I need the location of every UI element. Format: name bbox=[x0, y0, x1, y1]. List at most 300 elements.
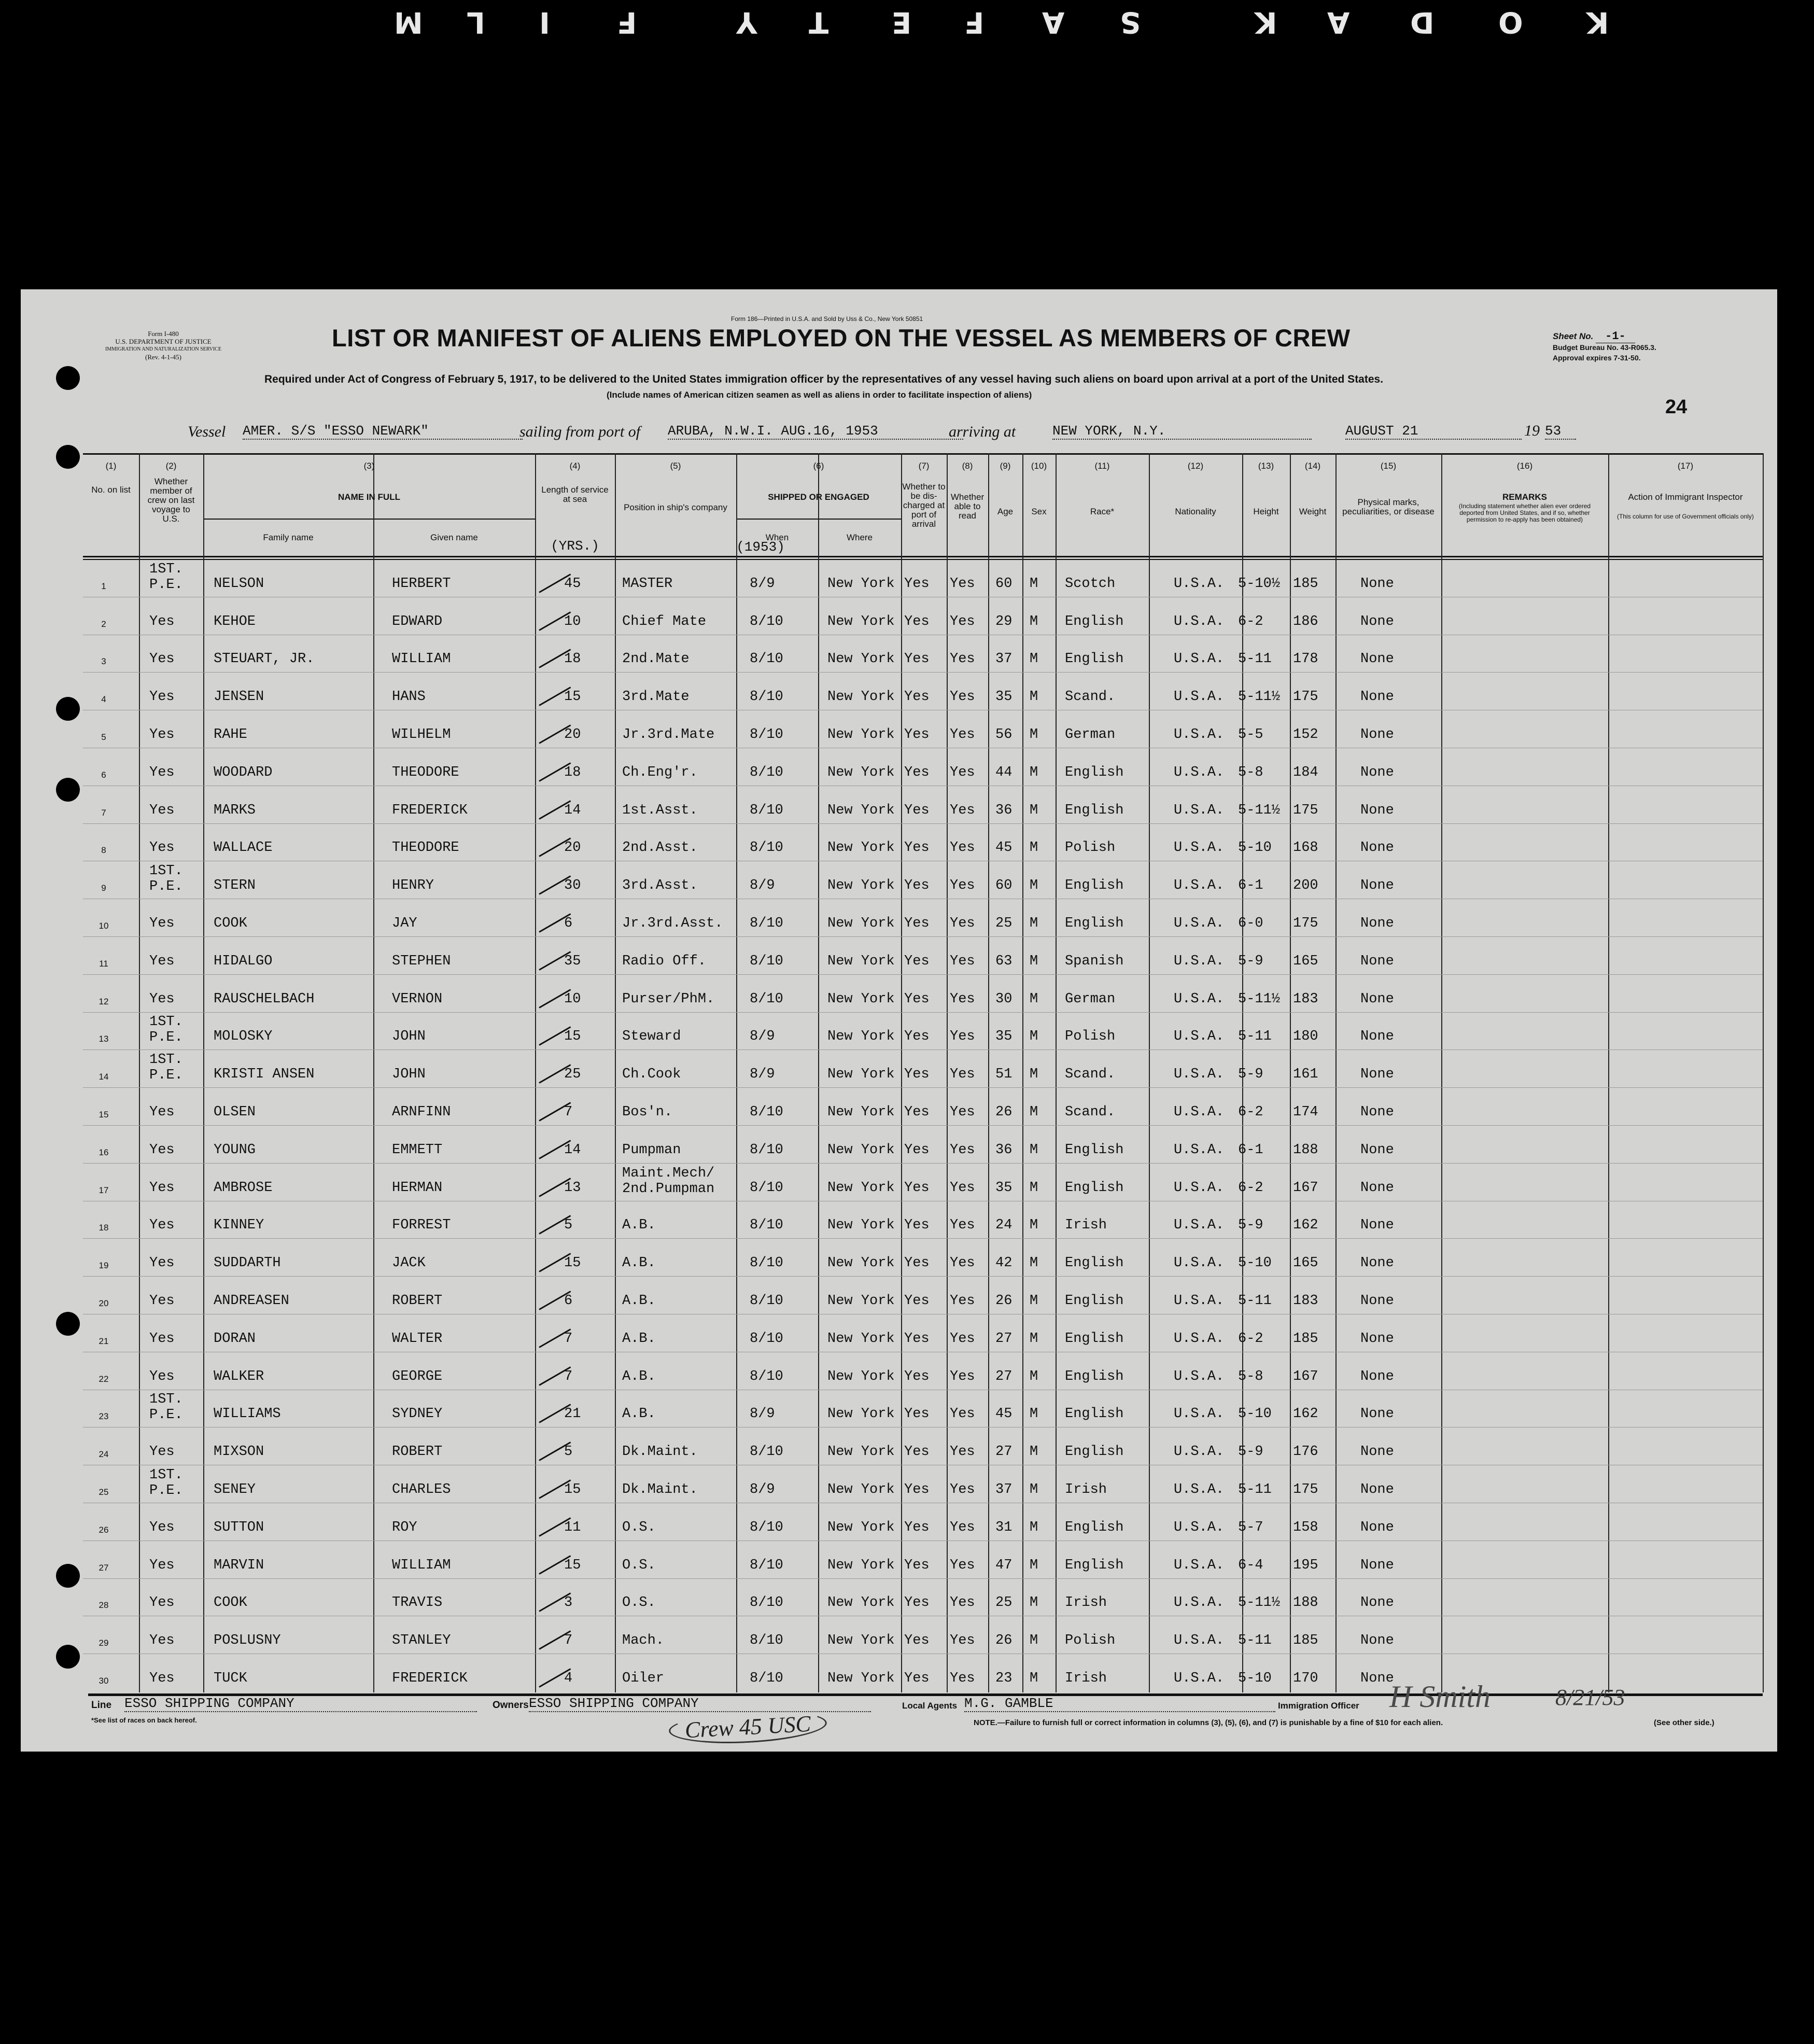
discharged: Yes bbox=[904, 651, 930, 667]
film-edge-letter: F bbox=[617, 5, 637, 39]
race: Scand. bbox=[1065, 1067, 1116, 1083]
discharged: Yes bbox=[904, 1671, 930, 1686]
discharged: Yes bbox=[904, 576, 930, 592]
discharged: Yes bbox=[904, 1519, 930, 1535]
shipped-when: 8/10 bbox=[750, 916, 783, 931]
sex: M bbox=[1030, 1482, 1038, 1497]
race: English bbox=[1065, 1444, 1124, 1460]
crew-last-voyage: Yes bbox=[149, 1180, 175, 1196]
shipped-where: New York bbox=[827, 916, 895, 931]
given-name: STEPHEN bbox=[392, 953, 451, 969]
shipped-when: 8/10 bbox=[750, 1633, 783, 1649]
nationality: U.S.A. bbox=[1174, 878, 1225, 894]
length-of-service: 10 bbox=[564, 613, 581, 629]
header-shipped-or-engaged: SHIPPED OR ENGAGED bbox=[768, 492, 869, 502]
weight: 188 bbox=[1293, 1595, 1318, 1611]
crew-last-voyage: Yes bbox=[149, 991, 175, 1007]
sex: M bbox=[1030, 1671, 1038, 1686]
family-name: HIDALGO bbox=[214, 953, 273, 969]
sex: M bbox=[1030, 1368, 1038, 1384]
able-to-read: Yes bbox=[950, 651, 975, 667]
family-name: SENEY bbox=[214, 1482, 256, 1497]
shipped-where: New York bbox=[827, 727, 895, 743]
able-to-read: Yes bbox=[950, 991, 975, 1007]
shipped-when: 8/10 bbox=[750, 802, 783, 818]
header-physical-marks: Physical marks, peculiarities, or disease bbox=[1342, 497, 1435, 516]
given-name: HANS bbox=[392, 689, 426, 705]
header-sex: Sex bbox=[1031, 507, 1047, 516]
nationality: U.S.A. bbox=[1174, 613, 1225, 629]
weight: 184 bbox=[1293, 764, 1318, 780]
rule-line bbox=[83, 1578, 1763, 1579]
year-prefix: 19 bbox=[1524, 422, 1540, 439]
given-name: EMMETT bbox=[392, 1142, 443, 1158]
film-edge-letter: L bbox=[467, 5, 485, 39]
able-to-read: Yes bbox=[950, 613, 975, 629]
weight: 167 bbox=[1293, 1180, 1318, 1196]
rule-line bbox=[83, 672, 1763, 673]
crew-last-voyage: Yes bbox=[149, 689, 175, 705]
position: Radio Off. bbox=[622, 953, 707, 969]
header-length-of-service: Length of service at sea bbox=[541, 485, 609, 504]
shipped-where: New York bbox=[827, 1217, 895, 1234]
rule-line bbox=[203, 519, 535, 520]
header-inspector-note: (This column for use of Government officials only) bbox=[1617, 513, 1754, 520]
column-rule bbox=[1056, 453, 1057, 1692]
family-name: KEHOE bbox=[214, 613, 256, 629]
row-number: 25 bbox=[99, 1487, 109, 1497]
discharged: Yes bbox=[904, 1142, 930, 1158]
physical-marks: None bbox=[1360, 878, 1394, 894]
age: 35 bbox=[995, 1180, 1013, 1196]
position: A.B. bbox=[622, 1293, 656, 1309]
physical-marks: None bbox=[1360, 576, 1394, 592]
discharged: Yes bbox=[904, 1217, 930, 1234]
row-number: 6 bbox=[101, 769, 106, 780]
film-edge-letter: S bbox=[1120, 5, 1141, 39]
race: English bbox=[1065, 1406, 1124, 1422]
column-rule bbox=[947, 453, 948, 1692]
discharged: Yes bbox=[904, 878, 930, 894]
height: 6-2 bbox=[1238, 1180, 1263, 1196]
crew-last-voyage: Yes bbox=[149, 916, 175, 931]
film-edge-letter: T bbox=[809, 5, 829, 39]
position: Pumpman bbox=[622, 1142, 681, 1158]
column-number: (1) bbox=[105, 461, 117, 471]
given-name: ROBERT bbox=[392, 1444, 443, 1460]
nationality: U.S.A. bbox=[1174, 1142, 1225, 1158]
position: Jr.3rd.Asst. bbox=[622, 916, 723, 931]
able-to-read: Yes bbox=[950, 1029, 975, 1045]
form-rev: (Rev. 4-1-45) bbox=[145, 353, 181, 361]
nationality: U.S.A. bbox=[1174, 764, 1225, 780]
physical-marks: None bbox=[1360, 1633, 1394, 1649]
position: A.B. bbox=[622, 1255, 656, 1271]
crew-last-voyage: Yes bbox=[149, 1368, 175, 1384]
line-label: Line bbox=[91, 1700, 112, 1711]
sex: M bbox=[1030, 840, 1038, 856]
race: English bbox=[1065, 651, 1124, 667]
shipped-where: New York bbox=[827, 1293, 895, 1309]
shipped-where: New York bbox=[827, 840, 895, 856]
discharged: Yes bbox=[904, 953, 930, 969]
shipped-where: New York bbox=[827, 802, 895, 818]
sex: M bbox=[1030, 1293, 1038, 1309]
nationality: U.S.A. bbox=[1174, 1519, 1225, 1535]
column-rule bbox=[1441, 453, 1442, 1692]
header-weight: Weight bbox=[1299, 507, 1327, 516]
shipped-where: New York bbox=[827, 1557, 895, 1573]
sex: M bbox=[1030, 613, 1038, 629]
given-name: HERMAN bbox=[392, 1180, 443, 1196]
column-number: (12) bbox=[1187, 461, 1204, 471]
family-name: AMBROSE bbox=[214, 1180, 273, 1196]
sex: M bbox=[1030, 1142, 1038, 1158]
header-crew-last-voyage: Whether member of crew on last voyage to U.S. bbox=[147, 477, 195, 524]
row-number: 23 bbox=[99, 1411, 109, 1422]
discharged: Yes bbox=[904, 764, 930, 780]
header-position: Position in ship's company bbox=[624, 502, 727, 512]
row-number: 27 bbox=[99, 1562, 109, 1573]
sex: M bbox=[1030, 991, 1038, 1007]
shipped-when: 8/10 bbox=[750, 1368, 783, 1384]
position: Oiler bbox=[622, 1671, 665, 1686]
column-number: (9) bbox=[1000, 461, 1011, 471]
sex: M bbox=[1030, 764, 1038, 780]
length-of-service: 4 bbox=[564, 1671, 573, 1686]
nationality: U.S.A. bbox=[1174, 1217, 1225, 1234]
crew-last-voyage: Yes bbox=[149, 1595, 175, 1611]
weight: 165 bbox=[1293, 1255, 1318, 1271]
shipped-where: New York bbox=[827, 613, 895, 629]
column-number: (4) bbox=[569, 461, 581, 471]
form-id: Form I-480 bbox=[148, 330, 179, 338]
column-number: (10) bbox=[1031, 461, 1047, 471]
family-name: POSLUSNY bbox=[214, 1633, 281, 1649]
family-name: SUTTON bbox=[214, 1519, 264, 1535]
height: 5-11½ bbox=[1238, 991, 1281, 1007]
position: A.B. bbox=[622, 1368, 656, 1384]
height: 5-11½ bbox=[1238, 802, 1281, 818]
rule-line bbox=[83, 1238, 1763, 1239]
nationality: U.S.A. bbox=[1174, 802, 1225, 818]
form-id-block bbox=[104, 330, 223, 361]
height: 6-0 bbox=[1238, 916, 1263, 931]
position: Chief Mate bbox=[622, 613, 707, 629]
rule-line bbox=[83, 453, 1763, 455]
weight: 200 bbox=[1293, 878, 1318, 894]
discharged: Yes bbox=[904, 1595, 930, 1611]
nationality: U.S.A. bbox=[1174, 1595, 1225, 1611]
given-name: WILLIAM bbox=[392, 651, 451, 667]
race: English bbox=[1065, 878, 1124, 894]
shipped-when: 8/10 bbox=[750, 1331, 783, 1347]
row-number: 13 bbox=[99, 1034, 109, 1044]
column-number: (6) bbox=[813, 461, 824, 471]
given-name: ROBERT bbox=[392, 1293, 443, 1309]
family-name: OLSEN bbox=[214, 1104, 256, 1120]
row-number: 28 bbox=[99, 1600, 109, 1611]
nationality: U.S.A. bbox=[1174, 1444, 1225, 1460]
height: 5-9 bbox=[1238, 1444, 1263, 1460]
sex: M bbox=[1030, 953, 1038, 969]
height: 5-11 bbox=[1238, 1482, 1272, 1497]
position: Steward bbox=[622, 1029, 681, 1045]
agents-label: Local Agents bbox=[902, 1701, 958, 1711]
height: 5-5 bbox=[1238, 727, 1263, 743]
weight: 180 bbox=[1293, 1029, 1318, 1045]
race: Irish bbox=[1065, 1217, 1107, 1234]
sex: M bbox=[1030, 916, 1038, 931]
race: English bbox=[1065, 764, 1124, 780]
race: English bbox=[1065, 1557, 1124, 1573]
sheet-number: -1- bbox=[1596, 330, 1635, 343]
discharged: Yes bbox=[904, 991, 930, 1007]
rule-line bbox=[83, 1276, 1763, 1277]
nationality: U.S.A. bbox=[1174, 727, 1225, 743]
crew-last-voyage: Yes bbox=[149, 1142, 175, 1158]
rule-line bbox=[83, 1087, 1763, 1088]
age: 25 bbox=[995, 1595, 1013, 1611]
given-name: FREDERICK bbox=[392, 1671, 468, 1686]
shipped-when: 8/10 bbox=[750, 689, 783, 705]
physical-marks: None bbox=[1360, 1331, 1394, 1347]
family-name: YOUNG bbox=[214, 1142, 256, 1158]
weight: 185 bbox=[1293, 1331, 1318, 1347]
shipped-where: New York bbox=[827, 1104, 895, 1120]
owners-label: Owners bbox=[493, 1700, 529, 1711]
age: 23 bbox=[995, 1671, 1013, 1686]
column-number: (8) bbox=[962, 461, 973, 471]
physical-marks: None bbox=[1360, 689, 1394, 705]
shipped-when: 8/10 bbox=[750, 1293, 783, 1309]
given-name: JOHN bbox=[392, 1029, 426, 1045]
height: 5-11 bbox=[1238, 1293, 1272, 1309]
column-rule bbox=[988, 453, 989, 1692]
film-edge-letter: D bbox=[1410, 5, 1435, 39]
able-to-read: Yes bbox=[950, 764, 975, 780]
shipped-where: New York bbox=[827, 1368, 895, 1384]
race: Spanish bbox=[1065, 953, 1124, 969]
height: 5-9 bbox=[1238, 1067, 1263, 1083]
position: Dk.Maint. bbox=[622, 1444, 698, 1460]
sex: M bbox=[1030, 1067, 1038, 1083]
shipped-where: New York bbox=[827, 764, 895, 780]
race: English bbox=[1065, 802, 1124, 818]
race: Scotch bbox=[1065, 576, 1116, 592]
race: Polish bbox=[1065, 1633, 1116, 1649]
family-name: TUCK bbox=[214, 1671, 247, 1686]
position: O.S. bbox=[622, 1557, 656, 1573]
position: Ch.Cook bbox=[622, 1067, 681, 1083]
age: 45 bbox=[995, 1406, 1013, 1422]
physical-marks: None bbox=[1360, 651, 1394, 667]
length-of-service: 20 bbox=[564, 840, 581, 856]
shipped-where: New York bbox=[827, 1180, 895, 1196]
position: Jr.3rd.Mate bbox=[622, 727, 715, 743]
header-remarks: REMARKS bbox=[1502, 492, 1547, 502]
given-name: FREDERICK bbox=[392, 802, 468, 818]
physical-marks: None bbox=[1360, 1444, 1394, 1460]
discharged: Yes bbox=[904, 1029, 930, 1045]
family-name: STEUART, JR. bbox=[214, 651, 315, 667]
crew-last-voyage: Yes bbox=[149, 1104, 175, 1120]
physical-marks: None bbox=[1360, 1067, 1394, 1083]
weight: 162 bbox=[1293, 1217, 1318, 1234]
shipped-where: New York bbox=[827, 878, 895, 894]
column-number: (11) bbox=[1094, 461, 1110, 471]
length-of-service: 15 bbox=[564, 689, 581, 705]
header-age: Age bbox=[997, 507, 1014, 516]
shipped-where: New York bbox=[827, 1255, 895, 1271]
header-given-name: Given name bbox=[430, 533, 478, 542]
height: 5-11 bbox=[1238, 651, 1272, 667]
physical-marks: None bbox=[1360, 1255, 1394, 1271]
family-name: SUDDARTH bbox=[214, 1255, 281, 1271]
race: English bbox=[1065, 1293, 1124, 1309]
column-rule bbox=[203, 453, 204, 1692]
physical-marks: None bbox=[1360, 1293, 1394, 1309]
given-name: ARNFINN bbox=[392, 1104, 451, 1120]
header-family-name: Family name bbox=[263, 533, 314, 542]
length-of-service: 18 bbox=[564, 651, 581, 667]
able-to-read: Yes bbox=[950, 1368, 975, 1384]
length-of-service: 7 bbox=[564, 1331, 573, 1347]
age: 26 bbox=[995, 1293, 1013, 1309]
manifest-sheet bbox=[21, 289, 1777, 1752]
able-to-read: Yes bbox=[950, 1217, 975, 1234]
position: 2nd.Mate bbox=[622, 651, 690, 667]
crew-last-voyage: Yes bbox=[149, 651, 175, 667]
length-of-service: 21 bbox=[564, 1406, 581, 1422]
header-no-on-list: No. on list bbox=[91, 485, 131, 495]
crew-last-voyage: Yes bbox=[149, 613, 175, 629]
shipped-when: 8/10 bbox=[750, 1255, 783, 1271]
rule-line bbox=[83, 556, 1763, 557]
weight: 176 bbox=[1293, 1444, 1318, 1460]
family-name: NELSON bbox=[214, 576, 264, 592]
film-edge-letter: K bbox=[1586, 5, 1609, 39]
height: 5-8 bbox=[1238, 1368, 1263, 1384]
able-to-read: Yes bbox=[950, 1255, 975, 1271]
approval-expires: Approval expires 7-31-50. bbox=[1553, 354, 1641, 362]
nationality: U.S.A. bbox=[1174, 1406, 1225, 1422]
shipped-when: 8/10 bbox=[750, 727, 783, 743]
row-number: 19 bbox=[99, 1261, 109, 1271]
race: English bbox=[1065, 1368, 1124, 1384]
column-number: (16) bbox=[1516, 461, 1533, 471]
position: Ch.Eng'r. bbox=[622, 764, 698, 780]
agents-value: M.G. GAMBLE bbox=[964, 1696, 1275, 1712]
shipped-when: 8/9 bbox=[750, 1029, 775, 1045]
crew-last-voyage: Yes bbox=[149, 1557, 175, 1573]
shipped-when: 8/10 bbox=[750, 651, 783, 667]
age: 25 bbox=[995, 916, 1013, 931]
age: 47 bbox=[995, 1557, 1013, 1573]
film-edge-letter: A bbox=[1327, 5, 1350, 39]
weight: 175 bbox=[1293, 1482, 1318, 1497]
punch-hole bbox=[56, 1645, 80, 1669]
row-number: 3 bbox=[101, 656, 106, 667]
length-of-service: 45 bbox=[564, 576, 581, 592]
officer-signature: H Smith bbox=[1389, 1679, 1490, 1714]
discharged: Yes bbox=[904, 1255, 930, 1271]
crew-last-voyage: 1ST. P.E. bbox=[149, 1014, 183, 1046]
physical-marks: None bbox=[1360, 1104, 1394, 1120]
sex: M bbox=[1030, 1217, 1038, 1234]
discharged: Yes bbox=[904, 1368, 930, 1384]
height: 6-2 bbox=[1238, 613, 1263, 629]
column-rule bbox=[736, 453, 737, 1692]
crew-last-voyage: 1ST. P.E. bbox=[149, 1052, 183, 1084]
sex: M bbox=[1030, 1180, 1038, 1196]
length-of-service: 15 bbox=[564, 1255, 581, 1271]
row-number: 26 bbox=[99, 1524, 109, 1535]
crew-last-voyage: Yes bbox=[149, 840, 175, 856]
nationality: U.S.A. bbox=[1174, 1482, 1225, 1497]
film-edge-letter: E bbox=[892, 5, 912, 39]
column-rule bbox=[1608, 453, 1609, 1692]
sex: M bbox=[1030, 689, 1038, 705]
punch-hole bbox=[56, 1564, 80, 1588]
crew-last-voyage: 1ST. P.E. bbox=[149, 561, 183, 593]
column-number: (5) bbox=[670, 461, 681, 471]
shipped-where: New York bbox=[827, 953, 895, 969]
row-number: 20 bbox=[99, 1298, 109, 1308]
shipped-when: 8/10 bbox=[750, 1217, 783, 1234]
age: 31 bbox=[995, 1519, 1013, 1535]
able-to-read: Yes bbox=[950, 878, 975, 894]
given-name: ROY bbox=[392, 1519, 417, 1535]
shipped-when: 8/10 bbox=[750, 764, 783, 780]
sex: M bbox=[1030, 1104, 1038, 1120]
weight: 167 bbox=[1293, 1368, 1318, 1384]
race: Polish bbox=[1065, 840, 1116, 856]
weight: 188 bbox=[1293, 1142, 1318, 1158]
race: English bbox=[1065, 1255, 1124, 1271]
budget-bureau: Budget Bureau No. 43-R065.3. bbox=[1553, 343, 1656, 352]
age: 27 bbox=[995, 1331, 1013, 1347]
shipped-where: New York bbox=[827, 991, 895, 1007]
nationality: U.S.A. bbox=[1174, 1633, 1225, 1649]
height: 6-1 bbox=[1238, 878, 1263, 894]
weight: 183 bbox=[1293, 1293, 1318, 1309]
shipped-where: New York bbox=[827, 1519, 895, 1535]
family-name: MOLOSKY bbox=[214, 1029, 273, 1045]
column-number: (14) bbox=[1304, 461, 1321, 471]
shipped-when: 8/9 bbox=[750, 1482, 775, 1497]
column-number: (3) bbox=[363, 461, 375, 471]
crew-last-voyage: Yes bbox=[149, 1519, 175, 1535]
weight: 186 bbox=[1293, 613, 1318, 629]
row-number: 11 bbox=[99, 958, 108, 969]
weight: 195 bbox=[1293, 1557, 1318, 1573]
header-discharged: Whether to be dis-charged at port of arrival bbox=[902, 482, 946, 529]
age: 35 bbox=[995, 1029, 1013, 1045]
nationality: U.S.A. bbox=[1174, 1557, 1225, 1573]
line-value: ESSO SHIPPING COMPANY bbox=[124, 1696, 477, 1712]
officer-label: Immigration Officer bbox=[1278, 1701, 1359, 1711]
race: English bbox=[1065, 916, 1124, 931]
family-name: RAUSCHELBACH bbox=[214, 991, 315, 1007]
race: German bbox=[1065, 991, 1116, 1007]
header-name-in-full: NAME IN FULL bbox=[338, 492, 400, 502]
nationality: U.S.A. bbox=[1174, 840, 1225, 856]
shipped-where: New York bbox=[827, 1671, 895, 1686]
height: 6-4 bbox=[1238, 1557, 1263, 1573]
age: 51 bbox=[995, 1067, 1013, 1083]
nationality: U.S.A. bbox=[1174, 1067, 1225, 1083]
